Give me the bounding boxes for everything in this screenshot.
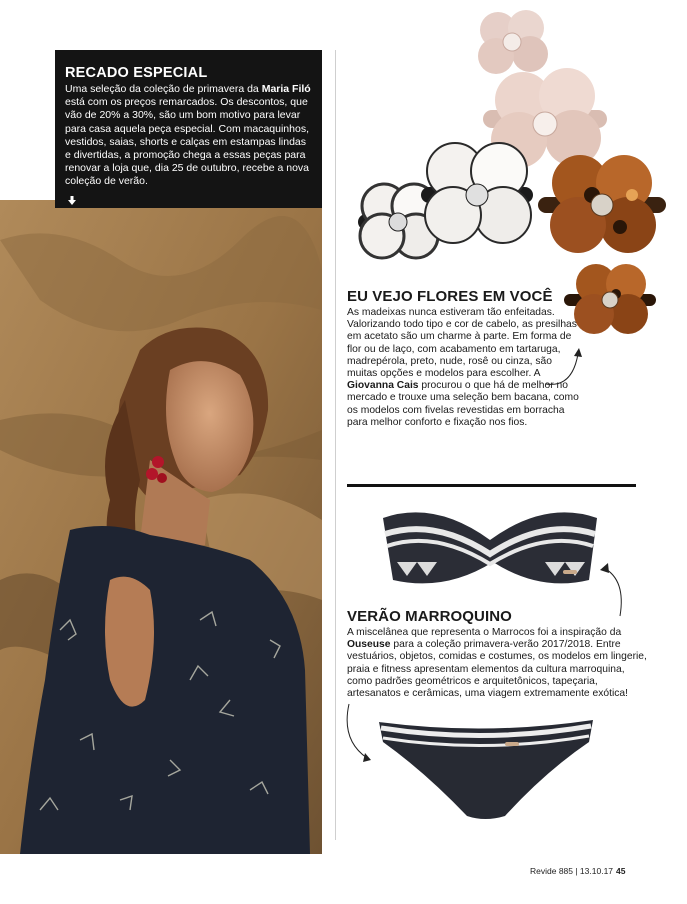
recado-especial-box	[55, 50, 322, 208]
verao-title: VERÃO MARROQUINO	[347, 608, 512, 625]
bikini-bottom-image	[375, 712, 597, 824]
model-photo	[0, 200, 322, 854]
bikini-top-image	[375, 500, 605, 600]
vertical-divider	[335, 50, 336, 840]
verao-body	[347, 627, 647, 700]
curved-arrow-icon	[343, 700, 373, 770]
verao-text-before: A miscelânea que representa o Marrocos foi a inspiração da	[347, 627, 622, 638]
down-arrow-icon	[68, 196, 76, 205]
verao-text-after: para a coleção primavera-verão 2017/2018. Entre vestuários, objetos, comidas e costumes, os modelos em lingerie, praia e fitness apresentam elementos da cultura marroquina, como padrões geométricos e arquitetônicos, tapeçaria, artesanatos e cerâmicas, uma viagem extremamente exótica!	[347, 639, 647, 700]
page-footer	[530, 866, 626, 876]
page-number: 45	[616, 866, 626, 876]
curved-arrow-icon	[600, 560, 630, 620]
recado-body	[65, 83, 312, 189]
recado-intro: Uma seleção da coleção de primavera da	[65, 83, 259, 95]
section-divider	[347, 484, 636, 487]
flores-title: EU VEJO FLORES EM VOCÊ	[347, 288, 553, 305]
flores-brand: Giovanna Cais	[347, 380, 419, 392]
flores-text-before: As madeixas nunca estiveram tão enfeitadas. Valorizando todo tipo e cor de cabelo, as presilhas em acetato são um charme à parte. Em forma de flor ou de laço, com acabamento em tartaruga, madrepérola, preto, nude, rosê ou cinza, são muitas opções e modelos para escolher. A	[347, 307, 577, 380]
footer-issue: Revide 885 | 13.10.17	[530, 866, 614, 876]
verao-brand: Ouseuse	[347, 639, 391, 651]
curved-arrow-icon	[542, 342, 592, 392]
recado-title: RECADO ESPECIAL	[65, 65, 208, 81]
recado-text: está com os preços remarcados. Os descontos, que vão de 20% a 30%, são um bom motivo para levar para casa aquela peça especial. Com macaquinhos, vestidos, saias, shorts e calças em estampas lindas e divertidas, a promoção chega a essas peças para renovar a loja que, dia 25 de outubro, recebe a nova coleção de verão.	[65, 96, 310, 188]
flores-text-after: procurou o que há de melhor no mercado e trouxe uma seleção bem bacana, como os modelos com fivelas revestidas em borracha para melhor conforto e fixação nos fios.	[347, 380, 579, 428]
recado-brand: Maria Filó	[261, 83, 311, 95]
